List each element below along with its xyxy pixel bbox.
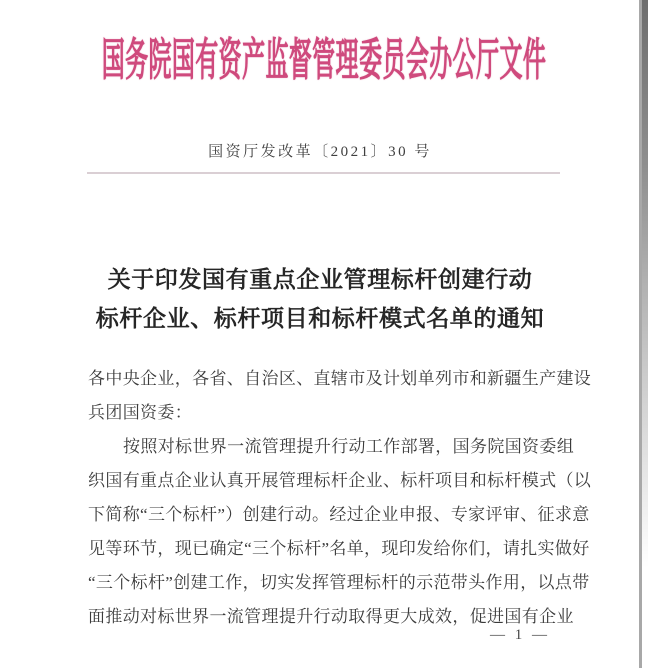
page-edge-shadow bbox=[642, 0, 648, 668]
masthead-title: 国务院国有资产监督管理委员会办公厅文件 bbox=[101, 35, 547, 85]
salutation-line: 兵团国资委： bbox=[88, 403, 193, 422]
page-number: — 1 — bbox=[490, 627, 550, 643]
body-line: 织国有重点企业认真开展管理标杆企业、标杆项目和标杆模式（以 bbox=[88, 471, 592, 490]
body-line: 面推动对标世界一流管理提升行动取得更大成效，促进国有企业 bbox=[88, 607, 574, 626]
document-masthead bbox=[0, 28, 648, 84]
body-line: 见等环节，现已确定“三个标杆”名单，现印发给你们，请扎实做好 bbox=[88, 539, 590, 558]
notice-title-line-1: 关于印发国有重点企业管理标杆创建行动 bbox=[107, 267, 533, 292]
body-line: 下简称“三个标杆”）创建行动。经过企业申报、专家评审、征求意 bbox=[88, 505, 590, 524]
header-divider-line bbox=[87, 172, 560, 174]
notice-title-line-2: 标杆企业、标杆项目和标杆模式名单的通知 bbox=[95, 306, 545, 331]
salutation-line: 各中央企业，各省、自治区、直辖市及计划单列市和新疆生产建设 bbox=[88, 369, 592, 388]
body-line: “三个标杆”创建工作，切实发挥管理标杆的示范带头作用，以点带 bbox=[88, 573, 590, 592]
document-number: 国资厅发改革〔2021〕30 号 bbox=[208, 144, 432, 160]
document-body bbox=[88, 362, 592, 634]
notice-title bbox=[0, 260, 640, 338]
body-line: 按照对标世界一流管理提升行动工作部署，国务院国资委组 bbox=[123, 437, 575, 456]
